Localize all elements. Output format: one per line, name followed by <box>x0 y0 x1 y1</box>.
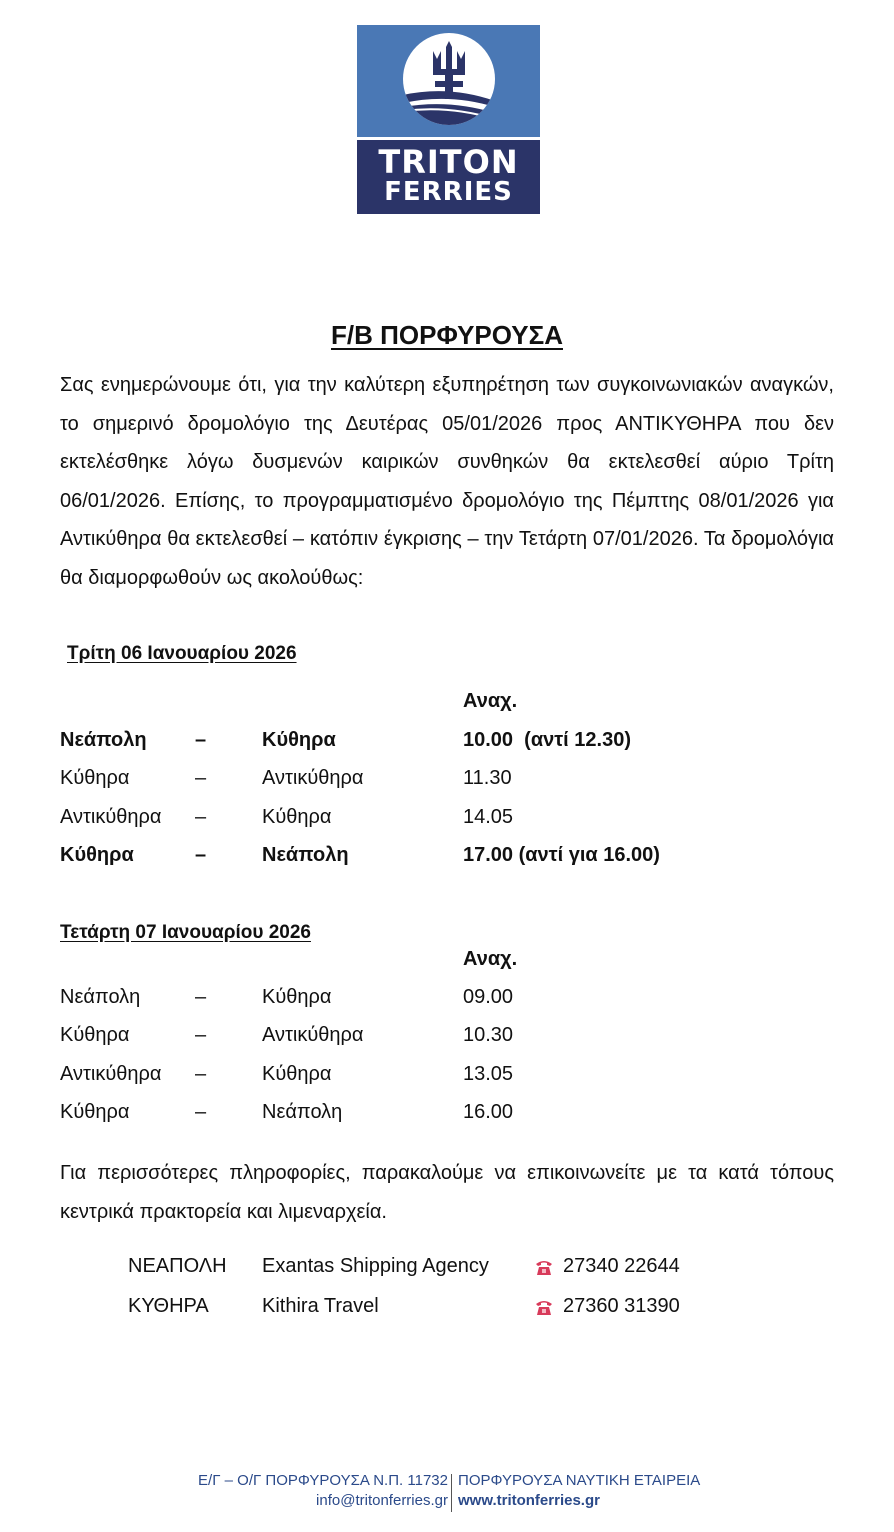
contact-phone[interactable]: 27360 31390 <box>563 1295 680 1317</box>
logo-text-triton: TRITON <box>378 143 519 181</box>
departure-time: 10.30 <box>463 1024 514 1046</box>
contact-agency: Exantas Shipping Agency <box>262 1255 489 1277</box>
departure-label-row <box>60 948 840 978</box>
contact-phone[interactable]: 27340 22644 <box>563 1255 680 1277</box>
route-to: Νεάπολη <box>262 1101 343 1123</box>
departure-label-row <box>60 690 840 720</box>
route-to: Κύθηρα <box>262 806 332 828</box>
route-from: Κύθηρα <box>60 767 130 789</box>
departure-label: Αναχ. <box>463 948 518 970</box>
schedule-row <box>60 1063 840 1093</box>
contact-row-neapoli <box>128 1255 728 1285</box>
schedule-heading-wednesday: Τετάρτη 07 Ιανουαρίου 2026 <box>60 922 311 943</box>
footer-website-link[interactable]: www.tritonferries.gr <box>458 1492 600 1509</box>
route-to: Αντικύθηρα <box>262 1024 364 1046</box>
departure-time: 10.00 (αντί 12.30) <box>463 729 631 751</box>
departure-time: 14.05 <box>463 806 514 828</box>
telephone-icon <box>534 1297 554 1323</box>
contact-agency: Kithira Travel <box>262 1295 379 1317</box>
route-from: Αντικύθηρα <box>60 1063 162 1085</box>
trident-wave-icon <box>403 33 495 125</box>
route-from: Κύθηρα <box>60 844 134 866</box>
route-dash: – <box>195 1024 207 1046</box>
route-dash: – <box>195 844 207 866</box>
info-paragraph: Για περισσότερες πληροφορίες, παρακαλούμε να επικοινωνείτε με τα κατά τόπους κεντρικά πρακτορεία και λιμεναρχεία. <box>60 1162 834 1223</box>
schedule-row <box>60 844 840 874</box>
route-from: Νεάπολη <box>60 986 141 1008</box>
route-dash: – <box>195 986 207 1008</box>
contact-place: ΚΥΘΗΡΑ <box>128 1295 209 1317</box>
departure-time: 13.05 <box>463 1063 514 1085</box>
footer-divider <box>451 1474 452 1512</box>
route-dash: – <box>195 767 207 789</box>
schedule-heading-tuesday: Τρίτη 06 Ιανουαρίου 2026 <box>67 643 297 664</box>
schedule-row <box>60 806 840 836</box>
departure-time: 09.00 <box>463 986 514 1008</box>
logo-top-panel <box>357 25 540 137</box>
intro-paragraph: Σας ενημερώνουμε ότι, για την καλύτερη εξυπηρέτηση των συγκοινωνιακών αναγκών, το σημερινό δρομολόγιο της Δευτέρας 05/01/2026 προς ΑΝΤΙΚΥΘΗΡΑ που δεν εκτελέσθηκε λόγω δυσμενών καιρικών συνθηκών θα εκτελεσθεί αύριο Τρίτη 06/01/2026. Επίσης, το προγραμματισμένο δρομολόγιο της Πέμπτης 08/01/2026 για Αντικύθηρα θα εκτελεσθεί – κατόπιν έγκρισης – την Τετάρτη 07/01/2026. Τα δρομολόγια θα διαμορφωθούν ως ακολούθως: <box>60 374 834 589</box>
departure-time: 11.30 <box>463 767 512 789</box>
route-from: Κύθηρα <box>60 1101 130 1123</box>
departure-label: Αναχ. <box>463 690 518 712</box>
footer-company-name: ΠΟΡΦΥΡΟΥΣΑ ΝΑΥΤΙΚΗ ΕΤΑΙΡΕΙΑ <box>458 1472 701 1489</box>
route-from: Αντικύθηρα <box>60 806 162 828</box>
route-dash: – <box>195 1063 207 1085</box>
route-from: Κύθηρα <box>60 1024 130 1046</box>
schedule-row <box>60 986 840 1016</box>
route-from: Νεάπολη <box>60 729 147 751</box>
route-to: Νεάπολη <box>262 844 349 866</box>
route-to: Κύθηρα <box>262 729 336 751</box>
schedule-row <box>60 729 840 759</box>
logo-text-ferries: FERRIES <box>384 177 513 207</box>
contact-row-kythira <box>128 1295 728 1325</box>
route-to: Αντικύθηρα <box>262 767 364 789</box>
contact-place: ΝΕΑΠΟΛΗ <box>128 1255 227 1277</box>
footer-vessel-registry: Ε/Γ – Ο/Γ ΠΟΡΦΥΡΟΥΣΑ Ν.Π. 11732 <box>198 1472 448 1489</box>
route-dash: – <box>195 729 207 751</box>
triton-ferries-logo <box>357 25 540 214</box>
footer-email-link[interactable]: info@tritonferries.gr <box>316 1492 448 1509</box>
schedule-row <box>60 767 840 797</box>
schedule-row <box>60 1024 840 1054</box>
route-dash: – <box>195 806 207 828</box>
schedule-row <box>60 1101 840 1131</box>
departure-time: 17.00 (αντί για 16.00) <box>463 844 660 866</box>
route-dash: – <box>195 1101 207 1123</box>
route-to: Κύθηρα <box>262 986 332 1008</box>
departure-time: 16.00 <box>463 1101 514 1123</box>
route-to: Κύθηρα <box>262 1063 332 1085</box>
document-title: F/B ΠΟΡΦΥΡΟΥΣΑ <box>331 320 563 350</box>
telephone-icon <box>534 1257 554 1283</box>
